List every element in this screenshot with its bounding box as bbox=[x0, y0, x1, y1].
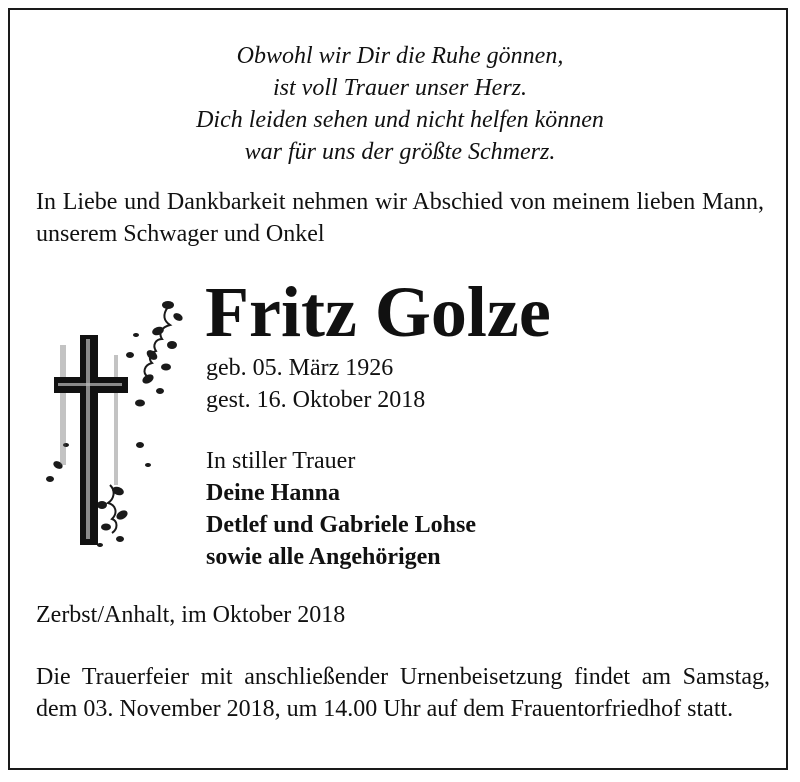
poem-line: war für uns der größte Schmerz. bbox=[244, 139, 556, 165]
death-date: gest. 16. Oktober 2018 bbox=[206, 387, 426, 413]
deceased-name: Fritz Golze bbox=[205, 272, 551, 352]
birth-date: geb. 05. März 1926 bbox=[206, 355, 394, 381]
mourners-block bbox=[206, 445, 476, 573]
mourner-name: Deine Hanna bbox=[206, 480, 341, 506]
poem bbox=[10, 40, 790, 168]
cross-with-ivy-icon bbox=[40, 295, 190, 555]
mourner-name: Detlef und Gabriele Lohse bbox=[206, 512, 476, 538]
mourner-name: sowie alle Angehörigen bbox=[206, 544, 441, 570]
obituary-frame bbox=[8, 8, 788, 770]
poem-line: Obwohl wir Dir die Ruhe gönnen, bbox=[236, 43, 564, 69]
poem-line: ist voll Trauer unser Herz. bbox=[272, 75, 527, 101]
mourning-heading: In stiller Trauer bbox=[206, 448, 356, 474]
intro-text: In Liebe und Dankbarkeit nehmen wir Abschied von meinem lieben Mann, unserem Schwager und Onkel bbox=[36, 189, 764, 247]
funeral-notice: Die Trauerfeier mit anschließender Urnenbeisetzung findet am Samstag, dem 03. November 2018, um 14.00 Uhr auf dem Frauentorfriedhof statt. bbox=[36, 664, 770, 722]
poem-line: Dich leiden sehen und nicht helfen können bbox=[196, 107, 604, 133]
place-date: Zerbst/Anhalt, im Oktober 2018 bbox=[36, 602, 346, 628]
life-dates bbox=[206, 352, 425, 416]
